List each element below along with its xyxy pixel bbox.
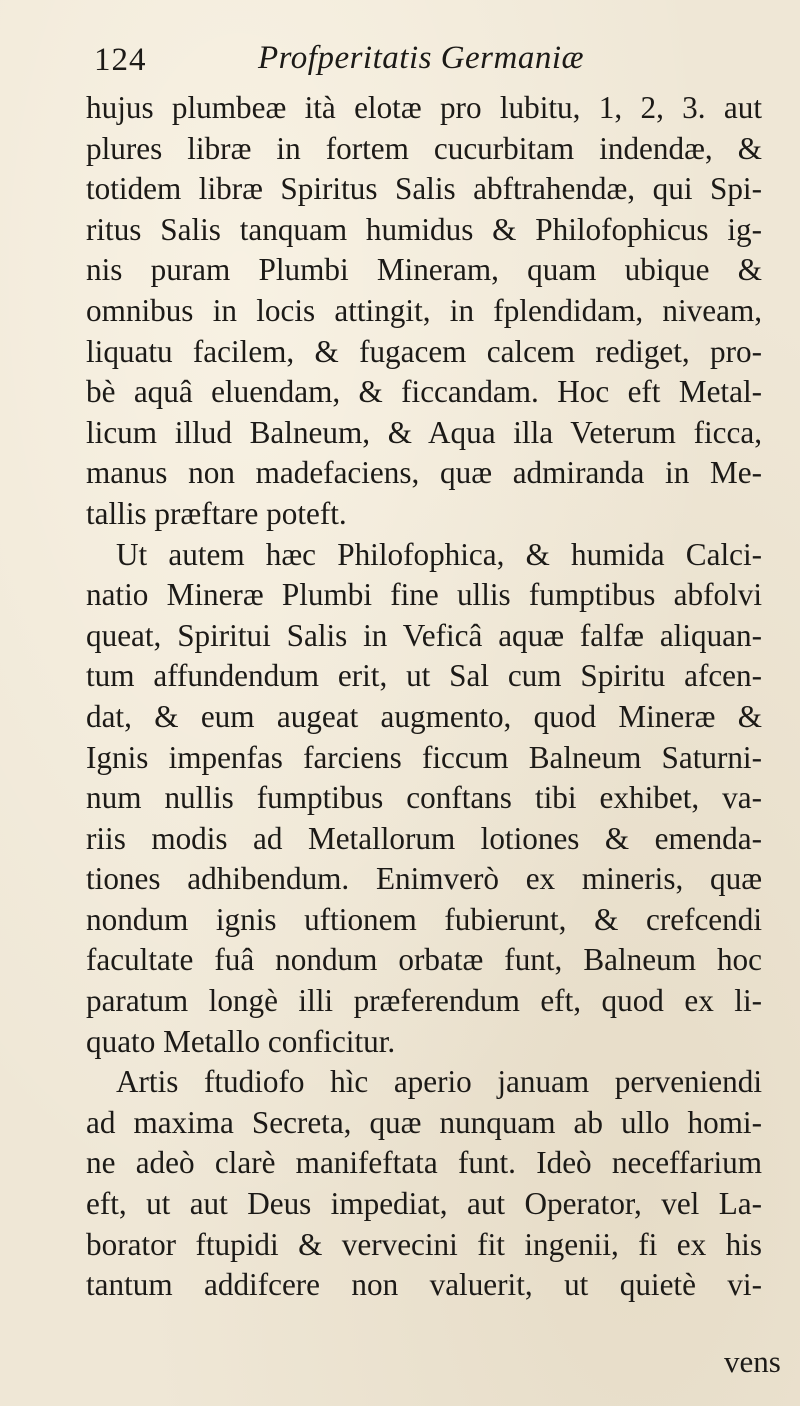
text-line: quato Metallo conficitur. bbox=[86, 1023, 396, 1059]
text-line: dat, & eum augeat augmento, quod Mineræ & bbox=[86, 698, 762, 734]
text-line: omnibus in locis attingit, in fplendidam, niveam, bbox=[86, 292, 762, 328]
text-line: eft, ut aut Deus impediat, aut Operator, vel La- bbox=[86, 1186, 762, 1222]
text-line: num nullis fumptibus conftans tibi exhibet, va- bbox=[86, 780, 762, 816]
text-line: ne adeò clarè manifeftata funt. Ideò neceffarium bbox=[86, 1145, 762, 1181]
body-text bbox=[86, 88, 762, 1306]
text-line: Ut autem hæc Philofophica, & humida Calci- bbox=[116, 536, 762, 572]
text-line: plures libræ in fortem cucurbitam indendæ, & bbox=[86, 130, 762, 166]
text-line: tantum addifcere non valuerit, ut quietè vi- bbox=[86, 1267, 762, 1303]
running-head bbox=[86, 38, 746, 86]
text-line: borator ftupidi & vervecini fit ingenii, fi ex his bbox=[86, 1226, 762, 1262]
text-line: licum illud Balneum, & Aqua illa Veterum ficca, bbox=[86, 414, 762, 450]
text-line: tum affundendum erit, ut Sal cum Spiritu afcen- bbox=[86, 658, 762, 694]
text-line: paratum longè illi præferendum eft, quod ex li- bbox=[86, 983, 762, 1019]
text-line: hujus plumbeæ ità elotæ pro lubitu, 1, 2, 3. aut bbox=[86, 90, 762, 125]
text-line: ad maxima Secreta, quæ nunquam ab ullo homi- bbox=[86, 1104, 762, 1140]
text-line: facultate fuâ nondum orbatæ funt, Balneum hoc bbox=[86, 942, 762, 978]
text-line: totidem libræ Spiritus Salis abftrahendæ, qui Spi- bbox=[86, 171, 762, 207]
text-line: ritus Salis tanquam humidus & Philofophicus ig- bbox=[86, 211, 762, 247]
text-line: natio Mineræ Plumbi fine ullis fumptibus abfolvi bbox=[86, 577, 762, 613]
running-title: Profperitatis Germaniæ bbox=[258, 40, 585, 76]
text-line: liquatu facilem, & fugacem calcem rediget, pro- bbox=[86, 333, 762, 369]
text-line: nis puram Plumbi Mineram, quam ubique & bbox=[86, 252, 762, 288]
text-line: queat, Spiritui Salis in Veficâ aquæ falfæ aliquan- bbox=[86, 617, 762, 653]
text-line: Artis ftudiofo hìc aperio januam perveniendi bbox=[116, 1064, 762, 1100]
catchword: vens bbox=[724, 1344, 781, 1379]
text-line: riis modis ad Metallorum lotiones & emenda- bbox=[86, 820, 762, 856]
text-line: tallis præftare poteft. bbox=[86, 495, 347, 531]
text-line: Ignis impenfas farciens ficcum Balneum Saturni- bbox=[86, 739, 762, 775]
text-line: nondum ignis uftionem fubierunt, & crefcendi bbox=[86, 901, 762, 937]
text-line: tiones adhibendum. Enimverò ex mineris, quæ bbox=[86, 861, 762, 897]
page-number: 124 bbox=[94, 42, 147, 78]
text-line: manus non madefaciens, quæ admiranda in Me- bbox=[86, 455, 762, 491]
text-line: bè aquâ eluendam, & ficcandam. Hoc eft Metal- bbox=[86, 374, 762, 410]
